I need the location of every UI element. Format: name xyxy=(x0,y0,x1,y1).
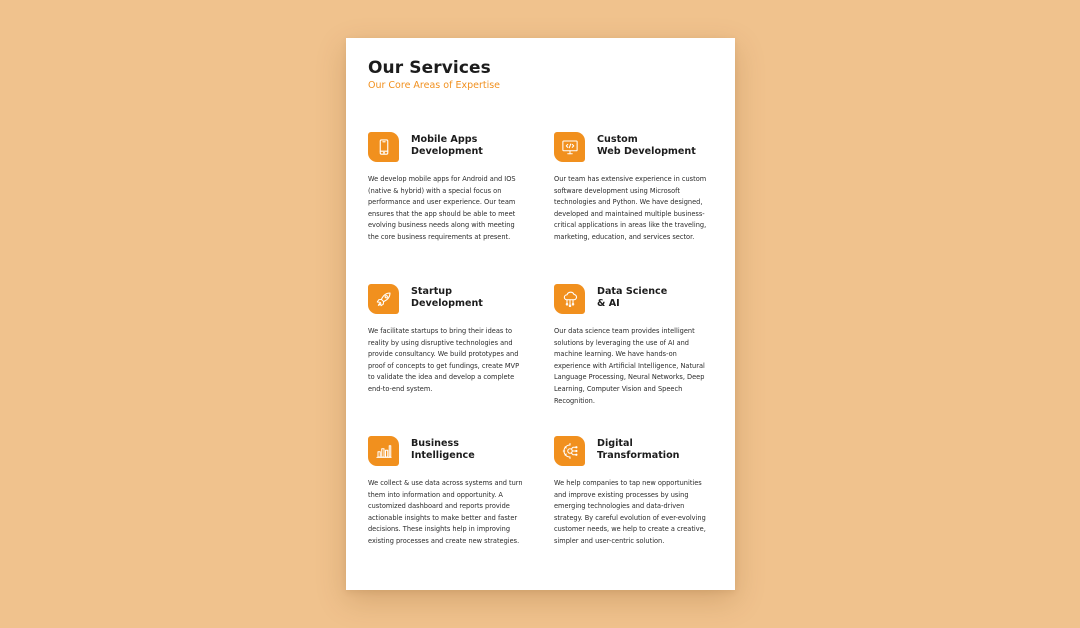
bar-chart-icon xyxy=(368,436,399,466)
mobile-phone-icon xyxy=(368,132,399,162)
service-card-mobile-apps xyxy=(368,132,528,244)
service-card-data-science xyxy=(554,284,714,407)
gear-circuit-icon xyxy=(554,436,585,466)
page-title: Our Services xyxy=(368,58,491,78)
service-description: We facilitate startups to bring their ideas to reality by using disruptive technologies and provide consultancy. We build prototypes and proof of concepts to get fundings, create MVP to validate the idea and develop a complete end-to-end system. xyxy=(368,327,520,393)
service-title: Digital Transformation xyxy=(597,438,680,461)
service-title: Startup Development xyxy=(411,286,483,309)
service-description: We develop mobile apps for Android and IOS (native & hybrid) with a special focus on performance and user experience. Our team ensures that the app should be able to meet evolving business needs along with meeting the core business requirements at present. xyxy=(368,175,516,241)
service-title: Custom Web Development xyxy=(597,134,696,157)
services-document-page xyxy=(346,38,735,590)
rocket-icon xyxy=(368,284,399,314)
service-card-startup xyxy=(368,284,528,396)
service-header xyxy=(554,436,714,468)
service-title: Business Intelligence xyxy=(411,438,475,461)
service-description: Our team has extensive experience in custom software development using Microsoft technologies and Python. We have designed, developed and maintained multiple business-critical applications in areas like the traveling, marketing, education, and services sector. xyxy=(554,175,707,241)
cloud-network-icon xyxy=(554,284,585,314)
service-card-business-intelligence xyxy=(368,436,528,548)
monitor-code-icon xyxy=(554,132,585,162)
service-header xyxy=(368,436,528,468)
service-description: We collect & use data across systems and turn them into information and opportunity. A customized dashboard and reports provide actionable insights to make better and faster decisions. These insights help in improving existing processes and create new strategies. xyxy=(368,479,523,545)
service-card-digital-transformation xyxy=(554,436,714,548)
service-header xyxy=(368,284,528,316)
service-title: Mobile Apps Development xyxy=(411,134,483,157)
service-description: Our data science team provides intelligent solutions by leveraging the use of AI and machine learning. We have hands-on experience with Artificial Intelligence, Natural Language Processing, Neural Networks, Deep Learning, Computer Vision and Speech Recognition. xyxy=(554,327,705,405)
page-subtitle: Our Core Areas of Expertise xyxy=(368,80,501,91)
service-card-custom-web xyxy=(554,132,714,244)
service-header xyxy=(554,284,714,316)
service-description: We help companies to tap new opportunities and improve existing processes by using emerging technologies and data-driven strategy. By careful evolution of ever-evolving customer needs, we help to create a creative, simpler and user-centric solution. xyxy=(554,479,706,545)
service-title: Data Science & AI xyxy=(597,286,668,309)
service-header xyxy=(554,132,714,164)
service-header xyxy=(368,132,528,164)
